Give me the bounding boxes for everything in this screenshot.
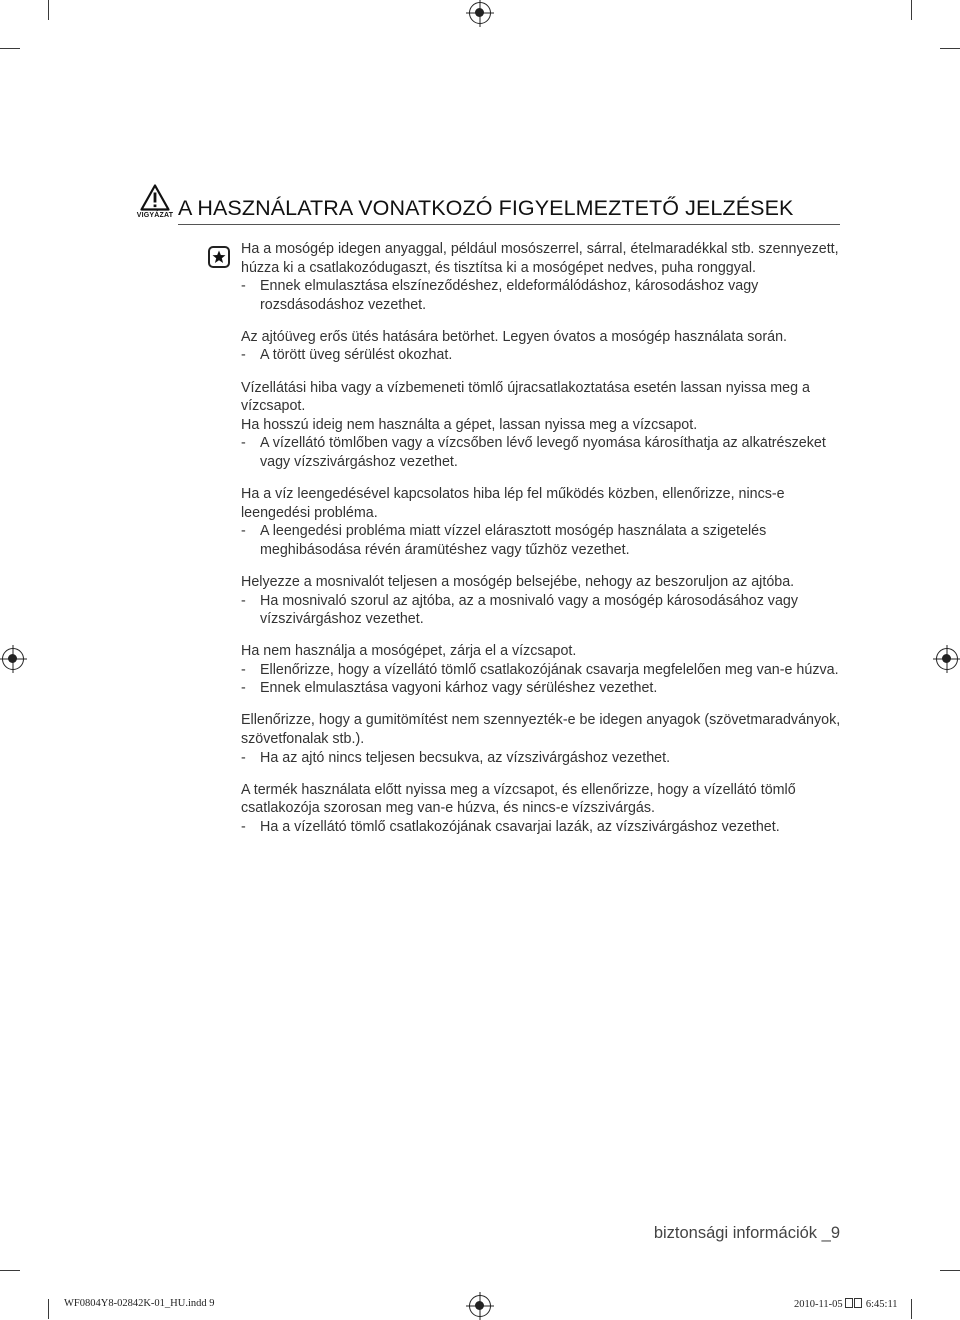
consequence-bullet (241, 818, 841, 837)
registration-mark-icon (469, 1295, 491, 1317)
star-note-icon (208, 246, 230, 268)
warning-item (241, 573, 841, 629)
print-slug-file: WF0804Y8-02842K-01_HU.indd 9 (64, 1298, 215, 1309)
warning-text: Ha a mosógép idegen anyaggal, például mosószerrel, sárral, ételmaradékkal stb. szennyezett, húzza ki a csatlakozódugaszt, és tisztítsa ki a mosógépet nedves, puha ronggyal. (241, 241, 839, 276)
warning-item (241, 379, 841, 472)
warning-item (241, 642, 841, 698)
registration-mark-icon (936, 648, 958, 670)
consequence-bullet (241, 679, 841, 698)
consequence-bullet (241, 661, 841, 680)
bullet-text: A leengedési probléma miatt vízzel elárasztott mosógép használata a szigetelés meghibásodása révén áramütéshez vagy tűzhöz vezethet. (260, 523, 767, 558)
crop-mark (48, 0, 49, 20)
bullet-text: A törött üveg sérülést okozhat. (260, 347, 453, 364)
warning-text: Az ajtóüveg erős ütés hatására betörhet. Legyen óvatos a mosógép használata során. (241, 328, 788, 345)
crop-mark (48, 1299, 49, 1319)
crop-mark (911, 0, 912, 20)
bullet-text: Ha az ajtó nincs teljesen becsukva, az vízszivárgáshoz vezethet. (260, 749, 671, 766)
bullet-dash: - (241, 278, 246, 295)
bullet-dash: - (241, 749, 246, 766)
bullet-text: Ha mosnivaló szorul az ajtóba, az a mosnivaló vagy a mosógép károsodásához vagy vízszivárgáshoz vezethet. (260, 592, 799, 628)
bullet-dash: - (241, 347, 246, 364)
consequence-bullet (241, 346, 841, 365)
consequence-bullet (241, 434, 841, 471)
crop-mark (940, 1270, 960, 1271)
crop-mark (911, 1299, 912, 1319)
consequence-bullet (241, 592, 841, 629)
warning-text: Ha nem használja a mosógépet, zárja el a vízcsapot. (241, 643, 577, 660)
warning-text: A termék használata előtt nyissa meg a vízcsapot, és ellenőrizze, hogy a vízellátó tömlő csatlakozója szorosan meg van-e húzva, és nincs-e vízszivárgás. (241, 781, 796, 817)
print-slug-time: 6:45:11 (865, 1299, 898, 1310)
warning-label: VIGYÁZAT (136, 212, 174, 219)
print-slug-timestamp (794, 1298, 898, 1310)
glyph-box-icon (854, 1298, 862, 1308)
bullet-text: Ellenőrizze, hogy a vízellátó tömlő csatlakozójának csavarja megfelelően meg van-e húzva. (260, 661, 839, 678)
consequence-bullet (241, 749, 841, 768)
glyph-box-icon (845, 1298, 853, 1308)
crop-mark (940, 48, 960, 49)
bullet-dash: - (241, 680, 246, 697)
consequence-bullet (241, 522, 841, 559)
warning-item (241, 711, 841, 767)
bullet-text: Ennek elmulasztása elszíneződéshez, eldeformálódáshoz, károsodáshoz vagy rozsdásodáshoz vezethet. (260, 278, 759, 313)
warning-item (241, 781, 841, 837)
warning-text: Ha hosszú ideig nem használta a gépet, lassan nyissa meg a vízcsapot. (241, 416, 698, 433)
title-divider (178, 224, 840, 225)
bullet-dash: - (241, 592, 246, 609)
bullet-text: A vízellátó tömlőben vagy a vízcsőben lévő levegő nyomása károsíthatja az alkatrészeket vagy vízszivárgáshoz vezethet. (260, 435, 826, 470)
registration-mark-icon (469, 2, 491, 24)
crop-mark (0, 1270, 20, 1271)
bullet-text: Ennek elmulasztása vagyoni kárhoz vagy sérüléshez vezethet. (260, 680, 658, 697)
crop-mark (0, 48, 20, 49)
warning-item (241, 485, 841, 559)
warning-list (241, 240, 841, 850)
warning-text: Helyezze a mosnivalót teljesen a mosógép belsejébe, nehogy az beszoruljon az ajtóba. (241, 573, 795, 590)
bullet-dash: - (241, 818, 246, 835)
warning-text: Vízellátási hiba vagy a vízbemeneti tömlő újracsatlakoztatása esetén lassan nyissa meg a vízcsapot. (241, 379, 810, 415)
bullet-dash: - (241, 523, 246, 540)
registration-mark-icon (2, 648, 24, 670)
warning-item (241, 240, 841, 314)
page-footer: biztonsági információk _9 (653, 1224, 840, 1242)
section-title: A HASZNÁLATRA VONATKOZÓ FIGYELMEZTETŐ JELZÉSEK (178, 196, 794, 220)
print-slug-date: 2010-11-05 (794, 1299, 843, 1310)
warning-text: Ha a víz leengedésével kapcsolatos hiba lép fel működés közben, ellenőrizze, nincs-e leengedési probléma. (241, 486, 785, 521)
warning-item (241, 328, 841, 365)
bullet-dash: - (241, 661, 246, 678)
bullet-dash: - (241, 435, 246, 452)
bullet-text: Ha a vízellátó tömlő csatlakozójának csavarjai lazák, az vízszivárgáshoz vezethet. (260, 818, 780, 835)
warning-text: Ellenőrizze, hogy a gumitömítést nem szennyezték-e be idegen anyagok (szövetmaradványok, szövetfonalak stb.). (241, 712, 841, 748)
consequence-bullet (241, 277, 841, 314)
